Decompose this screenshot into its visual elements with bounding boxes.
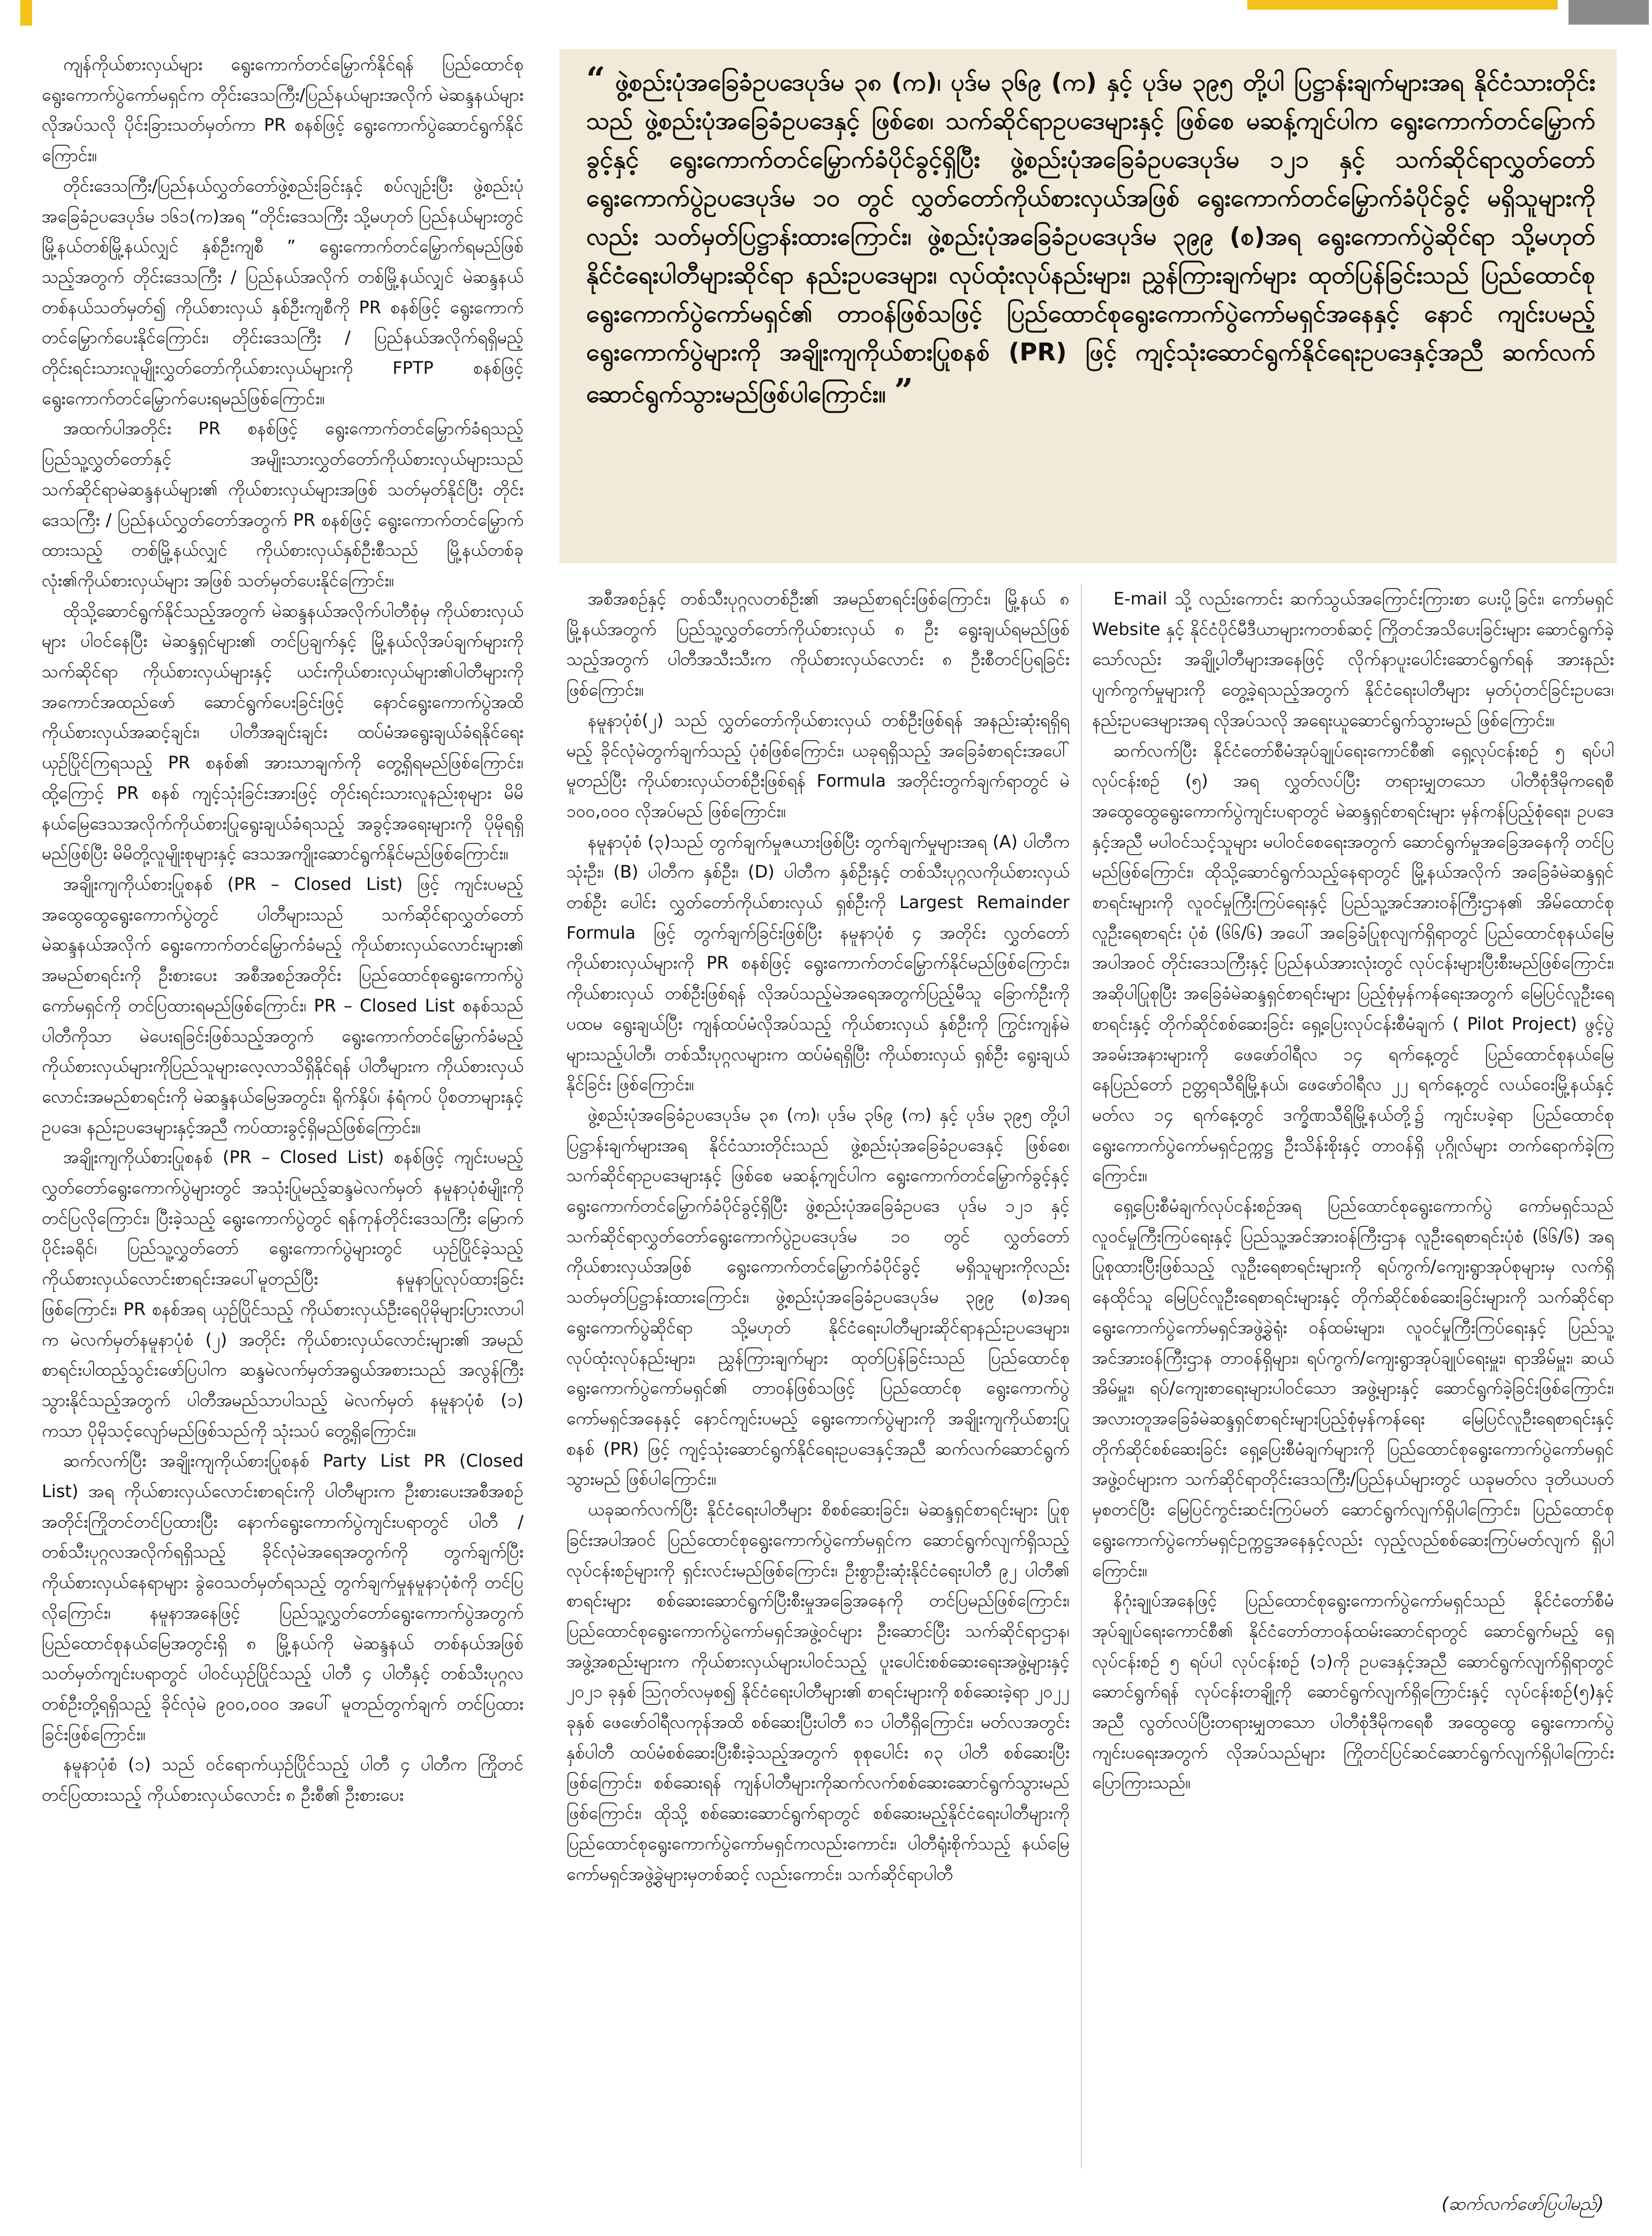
paragraph: ဖွဲ့စည်းပုံအခြေခံဥပဒေပုဒ်မ ၃၈ (က)၊ ပုဒ်မ ၃၆၉ (က) နှင့် ပုဒ်မ ၃၉၅ တို့ပါ ပြဋ္ဌာန်းချက်များအရ နိုင်ငံသားတိုင်းသည် ဖွဲ့စည်းပုံအခြေခံဥပဒေနှင့် ဖြစ်စေ၊ သက်ဆိုင်ရာဥပဒေများနှင့် ဖြစ်စေ မဆန့်ကျင်ပါက ရွေးကောက်တင်မြှောက်ခွင့်နှင့် ရွေးကောက်တင်မြှောက်ခံပိုင်ခွင့်ရှိပြီး ဖွဲ့စည်းပုံအခြေခံဥပဒေ ပုဒ်မ ၁၂၁ နှင့် သက်ဆိုင်ရာလွှတ်တော်ရွေးကောက်ပွဲဥပဒေပုဒ်မ ၁၀ တွင် လွှတ်တော် ကိုယ်စားလှယ်အဖြစ် ရွေးကောက်တင်မြှောက်ခံပိုင်ခွင့် မရှိသူများကိုလည်း သတ်မှတ်ပြဋ္ဌာန်းထားကြောင်း၊ ဖွဲ့စည်းပုံအခြေခံဥပဒေပုဒ်မ ၃၉၉ (စ)အရ ရွေးကောက်ပွဲဆိုင်ရာ သို့မဟုတ် နိုင်ငံရေးပါတီများဆိုင်ရာနည်းဥပဒေများ၊ လုပ်ထုံးလုပ်နည်းများ၊ ညွှန်ကြားချက်များ ထုတ်ပြန်ခြင်းသည် ပြည်ထောင်စုရွေးကောက်ပွဲကော်မရှင်၏ တာဝန်ဖြစ်သဖြင့် ပြည်ထောင်စု ရွေးကောက်ပွဲ ကော်မရှင်အနေနှင့် နောင်ကျင်းပမည့် ရွေးကောက်ပွဲများကို အချိုးကျကိုယ်စားပြုစနစ် (PR) ဖြင့် ကျင့်သုံးဆောင်ရွက်နိုင်ရေးဥပဒေနှင့်အညီ ဆက်လက်ဆောင်ရွက်သွားမည် ဖြစ်ပါကြောင်း။	[566, 1104, 1070, 1490]
paragraph: နမူနာပုံစံ (၃)သည် တွက်ချက်မှုဇယားဖြစ်ပြီး တွက်ချက်မှုများအရ (A) ပါတီက သုံးဦး၊ (B) ပါတီက နှစ်ဦး၊ (D) ပါတီက နှစ်ဦးနှင့် တစ်သီးပုဂ္ဂလကိုယ်စားလှယ် တစ်ဦး ပေါင်း လွှတ်တော်ကိုယ်စားလှယ် ရှစ်ဦးကို Largest Remainder Formula ဖြင့် တွက်ချက်ခြင်းဖြစ်ပြီး နမူနာပုံစံ ၄ အတိုင်း လွှတ်တော်ကိုယ်စားလှယ်များကို PR စနစ်ဖြင့် ရွေးကောက်တင်မြှောက်နိုင်မည်ဖြစ်ကြောင်း၊ ကိုယ်စားလှယ် တစ်ဦးဖြစ်ရန် လိုအပ်သည့်မဲအရေအတွက်ပြည့်မီသူ ခြောက်ဦးကို ပထမ ရွေးချယ်ပြီး ကျန်ထပ်မံလိုအပ်သည့် ကိုယ်စားလှယ် နှစ်ဦးကို ကြွင်းကျန်မဲများသည့်ပါတီ၊ တစ်သီးပုဂ္ဂလများက ထပ်မံရရှိပြီး ကိုယ်စားလှယ် ရှစ်ဦး ရွေးချယ်နိုင်ခြင်း ဖြစ်ကြောင်း။	[566, 831, 1070, 1095]
paragraph: E-mail သို့ လည်းကောင်း ဆက်သွယ်အကြောင်းကြားစာ ပေးပို့ခြင်း၊ ကော်မရှင် Website နှင့် နိုင်ငံပိုင်မီဒီယာများကတစ်ဆင့် ကြိုတင်အသိပေးခြင်းများ ဆောင်ရွက်ခဲ့သော်လည်း အချို့ပါတီများအနေဖြင့် လိုက်နာပူးပေါင်းဆောင်ရွက်ရန် အားနည်းပျက်ကွက်မှုများကို တွေ့ခဲ့ရသည့်အတွက် နိုင်ငံရေးပါတီများ မှတ်ပုံတင်ခြင်းဥပဒေ၊ နည်းဥပဒေများအရ လိုအပ်သလို အရေးယူဆောင်ရွက်သွားမည် ဖြစ်ကြောင်း။	[1092, 588, 1614, 730]
paragraph: အစီအစဉ်နှင့် တစ်သီးပုဂ္ဂလတစ်ဦး၏ အမည်စာရင်းဖြစ်ကြောင်း၊ မြို့နယ် ၈ မြို့နယ်အတွက် ပြည်သူ့လွှတ်တော်ကိုယ်စားလှယ် ၈ ဦး ရွေးချယ်ရမည်ဖြစ်သည့်အတွက် ပါတီအသီးသီးက ကိုယ်စားလှယ်လောင်း ၈ ဦးစီတင်ပြရခြင်းဖြစ်ကြောင်း။	[566, 588, 1070, 700]
pull-quote-box	[559, 49, 1617, 563]
paragraph: အချိုးကျကိုယ်စားပြုစနစ် (PR – Closed List) စနစ်ဖြင့် ကျင်းပမည့် လွှတ်တော်ရွေးကောက်ပွဲများတွင် အသုံးပြုမည့်ဆန္ဒမဲလက်မှတ် နမူနာပုံစံမျိုးကို တင်ပြလိုကြောင်း၊ ပြီးခဲ့သည့် ရွေးကောက်ပွဲတွင် ရန်ကုန်တိုင်းဒေသကြီး မြောက်ပိုင်းခရိုင်၊ ပြည်သူ့လွှတ်တော် ရွေးကောက်ပွဲများတွင် ယှဉ်ပြိုင်ခဲ့သည့် ကိုယ်စားလှယ်လောင်းစာရင်းအပေါ်မူတည်ပြီး နမူနာပြုလုပ်ထားခြင်းဖြစ်ကြောင်း၊ PR စနစ်အရ ယှဉ်ပြိုင်သည့် ကိုယ်စားလှယ်ဦးရေပိုမိုများပြားလာပါက မဲလက်မှတ်နမူနာပုံစံ (၂) အတိုင်း ကိုယ်စားလှယ်လောင်းများ၏ အမည်စာရင်းပါထည့်သွင်းဖော်ပြပါက ဆန္ဒမဲလက်မှတ်အရွယ်အစားသည် အလွန်ကြီးသွားနိုင်သည့်အတွက် ပါတီအမည်သာပါသည့် မဲလက်မှတ် နမူနာပုံစံ (၁) ကသာ ပိုမိုသင့်လျော်မည်ဖြစ်သည်ကို သုံးသပ် တွေ့ရှိကြောင်း။	[42, 1147, 524, 1441]
paragraph: အချိုးကျကိုယ်စားပြုစနစ် (PR – Closed List) ဖြင့် ကျင်းပမည့် အထွေထွေရွေးကောက်ပွဲတွင် ပါတီများသည် သက်ဆိုင်ရာလွှတ်တော် မဲဆန္ဒနယ်အလိုက် ရွေးကောက်တင်မြှောက်ခံမည့် ကိုယ်စားလှယ်လောင်းများ၏ အမည်စာရင်းကို ဦးစားပေး အစီအစဉ်အတိုင်း ပြည်ထောင်စုရွေးကောက်ပွဲကော်မရှင်ကို တင်ပြထားရမည်ဖြစ်ကြောင်း၊ PR – Closed List စနစ်သည် ပါတီကိုသာ မဲပေးရခြင်းဖြစ်သည့်အတွက် ရွေးကောက်တင်မြှောက်ခံမည့် ကိုယ်စားလှယ်များကိုပြည်သူများလေ့လာသိရှိနိုင်ရန် ပါတီများက ကိုယ်စားလှယ်လောင်းအမည်စာရင်းကို မဲဆန္ဒနယ်မြေအတွင်း၊ ရိုက်နှိပ်၊ နံရံကပ် ပိုစတာများနှင့်ဥပဒေ၊ နည်းဥပဒေများနှင့်အညီ ကပ်ထားခွင့်ရှိမည်ဖြစ်ကြောင်း။	[42, 873, 524, 1137]
color-accent-bar-right	[1247, 0, 1558, 10]
paragraph: အထက်ပါအတိုင်း PR စနစ်ဖြင့် ရွေးကောက်တင်မြှောက်ခံရသည့် ပြည်သူ့လွှတ်တော်နှင့် အမျိုးသားလွှတ်တော်ကိုယ်စားလှယ်များသည် သက်ဆိုင်ရာမဲဆန္ဒနယ်များ၏ ကိုယ်စားလှယ်များအဖြစ် သတ်မှတ်နိုင်ပြီး တိုင်းဒေသကြီး / ပြည်နယ်လွှတ်တော်အတွက် PR စနစ်ဖြင့် ရွေးကောက်တင်မြှောက်ထားသည့် တစ်မြို့နယ်လျှင် ကိုယ်စားလှယ်နှစ်ဦးစီသည် မြို့နယ်တစ်ခုလုံး၏ကိုယ်စားလှယ်များ အဖြစ် သတ်မှတ်ပေးနိုင်ကြောင်း။	[42, 418, 524, 591]
paragraph: ထိုသို့ဆောင်ရွက်နိုင်သည့်အတွက် မဲဆန္ဒနယ်အလိုက်ပါတီစုံမှ ကိုယ်စားလှယ်များ ပါဝင်နေပြီး မဲဆန္ဒရှင်များ၏ တင်ပြချက်နှင့် မြို့နယ်လိုအပ်ချက်များကို သက်ဆိုင်ရာ ကိုယ်စားလှယ်များနှင့် ယင်းကိုယ်စားလှယ်များ၏ပါတီများကို အကောင်အထည်ဖော် ဆောင်ရွက်ပေးခြင်းဖြင့် နောင်ရွေးကောက်ပွဲအထိ ကိုယ်စားလှယ်အဆင့်ချင်း၊ ပါတီအချင်းချင်း ထပ်မံအရွေးချယ်ခံရနိုင်ရေး ယှဉ်ပြိုင်ကြရသည့် PR စနစ်၏ အားသာချက်ကို တွေ့ရှိရမည်ဖြစ်ကြောင်း၊ ထို့ကြောင့် PR စနစ် ကျင့်သုံးခြင်းအားဖြင့် တိုင်းရင်းသားလူနည်းစုများ မိမိနယ်မြေဒေသအလိုက်ကိုယ်စားပြုရွေးချယ်ခံရသည့် အခွင့်အရေးများကို ပိုမိုရရှိမည်ဖြစ်ပြီး မိမိတို့လူမျိုးစုများနှင့် ဒေသအကျိုးဆောင်ရွက်နိုင်မည်ဖြစ်ကြောင်း။	[42, 600, 524, 864]
gray-corner-block	[1568, 0, 1649, 25]
paragraph: ဆက်လက်ပြီး အချိုးကျကိုယ်စားပြုစနစ် Party List PR (Closed List) အရ ကိုယ်စားလှယ်လောင်းစာရင်းကို ပါတီများက ဦးစားပေးအစီအစဉ်အတိုင်းကြိုတင်တင်ပြထားပြီး နောက်ရွေးကောက်ပွဲကျင်းပရာတွင် ပါတီ / တစ်သီးပုဂ္ဂလအလိုက်ရရှိသည့် ခိုင်လုံမဲအရေအတွက်ကို တွက်ချက်ပြီး ကိုယ်စားလှယ်နေရာများ ခွဲဝေသတ်မှတ်ရသည့် တွက်ချက်မှုနမူနာပုံစံကို တင်ပြလိုကြောင်း၊ နမူနာအနေဖြင့် ပြည်သူ့လွှတ်တော်ရွေးကောက်ပွဲအတွက် ပြည်ထောင်စုနယ်မြေအတွင်းရှိ ၈ မြို့နယ်ကို မဲဆန္ဒနယ် တစ်နယ်အဖြစ် သတ်မှတ်ကျင်းပရာတွင် ပါဝင်ယှဉ်ပြိုင်သည့် ပါတီ ၄ ပါတီနှင့် တစ်သီးပုဂ္ဂလတစ်ဦးတို့ရရှိသည့် ခိုင်လုံမဲ ၉၀၀,၀၀၀ အပေါ် မူတည်တွက်ချက် တင်ပြထားခြင်းဖြစ်ကြောင်း။	[42, 1451, 524, 1744]
paragraph: ကျန်ကိုယ်စားလှယ်များ ရွေးကောက်တင်မြှောက်နိုင်ရန် ပြည်ထောင်စု ရွေးကောက်ပွဲကော်မရှင်က တိုင်းဒေသကြီး/ပြည်နယ်များအလိုက် မဲဆန္ဒနယ်များလိုအပ်သလို ပိုင်းခြားသတ်မှတ်ကာ PR စနစ်ဖြင့် ရွေးကောက်ပွဲဆောင်ရွက်နိုင်ကြောင်း။	[42, 54, 524, 166]
paragraph: ယခုဆက်လက်ပြီး နိုင်ငံရေးပါတီများ စိစစ်ဆေးခြင်း၊ မဲဆန္ဒရှင်စာရင်းများ ပြုစုခြင်းအပါအဝင် ပြည်ထောင်စုရွေးကောက်ပွဲကော်မရှင်က ဆောင်ရွက်လျက်ရှိသည့် လုပ်ငန်းစဉ်များကို ရှင်းလင်းမည်ဖြစ်ကြောင်း၊ ဦးစွာဦးဆုံးနိုင်ငံရေးပါတီ ၉၂ ပါတီ၏ စာရင်းများ စစ်ဆေးဆောင်ရွက်ပြီးစီးမှုအခြေအနေကို တင်ပြမည်ဖြစ်ကြောင်း၊ ပြည်ထောင်စုရွေးကောက်ပွဲကော်မရှင်အဖွဲ့ဝင်များ ဦးဆောင်ပြီး သက်ဆိုင်ရာဌာန၊ အဖွဲ့အစည်းများက ကိုယ်စားလှယ်များပါဝင်သည့် ပူးပေါင်းစစ်ဆေးရေးအဖွဲ့များနှင့် ၂၀၂၁ ခုနှစ် ဩဂုတ်လမှစ၍ နိုင်ငံရေးပါတီများ၏ စာရင်းများကို စစ်ဆေးခဲ့ရာ ၂၀၂၂ ခုနှစ် ဖေဖော်ဝါရီလကုန်အထိ စစ်ဆေးပြီးပါတီ ၈၁ ပါတီရှိကြောင်း၊ မတ်လအတွင်း နှစ်ပါတီ ထပ်မံစစ်ဆေးပြီးစီးခဲ့သည့်အတွက် စုစုပေါင်း ၈၃ ပါတီ စစ်ဆေးပြီးဖြစ်ကြောင်း၊ စစ်ဆေးရန် ကျန်ပါတီများကိုဆက်လက်စစ်ဆေးဆောင်ရွက်သွားမည်ဖြစ်ကြောင်း၊ ထိုသို့ စစ်ဆေးဆောင်ရွက်ရာတွင် စစ်ဆေးမည့်နိုင်ငံရေးပါတီများကို ပြည်ထောင်စုရွေးကောက်ပွဲကော်မရှင်ကလည်းကောင်း၊ ပါတီရုံးစိုက်သည့် နယ်မြေကော်မရှင်အဖွဲ့ခွဲများမှတစ်ဆင့် လည်းကောင်း၊ သက်ဆိုင်ရာပါတီ	[566, 1499, 1070, 1884]
continued-label: (ဆက်လက်ဖော်ပြပါမည်)	[1441, 2193, 1604, 2214]
quote-open-mark: “	[586, 59, 605, 99]
color-accent-bar-left	[20, 0, 32, 26]
pull-quote-text: ဖွဲ့စည်းပုံအခြေခံဥပဒေပုဒ်မ ၃၈ (က)၊ ပုဒ်မ ၃၆၉ (က) နှင့် ပုဒ်မ ၃၉၅ တို့ပါ ပြဋ္ဌာန်းချက်များအရ နိုင်ငံသားတိုင်းသည် ဖွဲ့စည်းပုံအခြေခံဥပဒေနှင့် ဖြစ်စေ၊ သက်ဆိုင်ရာဥပဒေများနှင့် ဖြစ်စေ မဆန့်ကျင်ပါက ရွေးကောက်တင်မြှောက်ခွင့်နှင့် ရွေးကောက်တင်မြှောက်ခံပိုင်ခွင့်ရှိပြီး ဖွဲ့စည်းပုံအခြေခံဥပဒေပုဒ်မ ၁၂၁ နှင့် သက်ဆိုင်ရာလွှတ်တော်ရွေးကောက်ပွဲဥပဒေပုဒ်မ ၁၀ တွင် လွှတ်တော်ကိုယ်စားလှယ်အဖြစ် ရွေးကောက်တင်မြှောက်ခံပိုင်ခွင့် မရှိသူများကိုလည်း သတ်မှတ်ပြဋ္ဌာန်းထားကြောင်း၊ ဖွဲ့စည်းပုံအခြေခံဥပဒေပုဒ်မ ၃၉၉ (စ)အရ ရွေးကောက်ပွဲဆိုင်ရာ သို့မဟုတ် နိုင်ငံရေးပါတီများဆိုင်ရာ နည်းဥပဒေများ၊ လုပ်ထုံးလုပ်နည်းများ၊ ညွှန်ကြားချက်များ ထုတ်ပြန်ခြင်းသည် ပြည်ထောင်စုရွေးကောက်ပွဲကော်မရှင်၏ တာဝန်ဖြစ်သဖြင့် ပြည်ထောင်စုရွေးကောက်ပွဲကော်မရှင်အနေနှင့် နောင် ကျင်းပမည့် ရွေးကောက်ပွဲများကို အချိုးကျကိုယ်စားပြုစနစ် (PR) ဖြင့် ကျင့်သုံးဆောင်ရွက်နိုင်ရေးဥပဒေနှင့်အညီ ဆက်လက်ဆောင်ရွက်သွားမည်ဖြစ်ပါကြောင်း။	[586, 68, 1595, 408]
paragraph: နမူနာပုံစံ(၂) သည် လွှတ်တော်ကိုယ်စားလှယ် တစ်ဦးဖြစ်ရန် အနည်းဆုံးရရှိရမည့် ခိုင်လုံမဲတွက်ချက်သည့် ပုံစံဖြစ်ကြောင်း၊ ယခုရရှိသည့် အခြေခံစာရင်းအပေါ်မူတည်ပြီး ကိုယ်စားလှယ်တစ်ဦးဖြစ်ရန် Formula အတိုင်းတွက်ချက်ရာတွင် မဲ ၁၀၀,၀၀၀ လိုအပ်မည် ဖြစ်ကြောင်း။	[566, 709, 1070, 821]
article-column-right	[1092, 584, 1614, 2206]
paragraph: ရှေ့ပြေးစီမံချက်လုပ်ငန်းစဉ်အရ ပြည်ထောင်စုရွေးကောက်ပွဲ ကော်မရှင်သည် လူဝင်မှုကြီးကြပ်ရေးနှင့် ပြည်သူ့အင်အားဝန်ကြီးဌာန လူဦးရေစာရင်းပုံစံ (၆၆/၆) အရ ပြုစုထားပြီးဖြစ်သည့် လူဦးရေစာရင်းများကို ရပ်ကွက်/ကျေးရွာအုပ်စုများမှ လက်ရှိ နေထိုင်သူ မြေပြင်လူဦးရေစာရင်းများနှင့် တိုက်ဆိုင်စစ်ဆေးခြင်းများကို သက်ဆိုင်ရာရွေးကောက်ပွဲကော်မရှင်အဖွဲ့ခွဲရုံး ဝန်ထမ်းများ၊ လူဝင်မှုကြီးကြပ်ရေးနှင့် ပြည်သူ့အင်အားဝန်ကြီးဌာန တာဝန်ရှိများ၊ ရပ်ကွက်/ကျေးရွာအုပ်ချုပ်ရေးမှူး၊ ရာအိမ်မှူး၊ ဆယ်အိမ်မှူး၊ ရပ်/ကျေးစာရေးများပါဝင်သော အဖွဲ့များနှင့် ဆောင်ရွက်ခဲ့ခြင်းဖြစ်ကြောင်း၊ အလားတူအခြေခံမဲဆန္ဒရှင်စာရင်းများပြည့်စုံမှန်ကန်ရေး မြေပြင်လူဦးရေစာရင်းနှင့် တိုက်ဆိုင်စစ်ဆေးခြင်း ရှေ့ပြေးစီမံချက်များကို ပြည်ထောင်စုရွေးကောက်ပွဲကော်မရှင်အဖွဲ့ဝင်များက သက်ဆိုင်ရာတိုင်းဒေသကြီး/ပြည်နယ်များတွင် ယခုမတ်လ ဒုတိယပတ်မှစတင်ပြီး မြေပြင်ကွင်းဆင်းကြပ်မတ် ဆောင်ရွက်လျက်ရှိပါကြောင်း၊ ပြည်ထောင်စုရွေးကောက်ပွဲကော်မရှင်ဥက္ကဋ္ဌအနေနှင့်လည်း လှည့်လည်စစ်ဆေးကြပ်မတ်လျက် ရှိပါကြောင်း။	[1092, 1196, 1614, 1581]
article-column-left	[42, 49, 524, 2180]
paragraph: နိဂုံးချုပ်အနေဖြင့် ပြည်ထောင်စုရွေးကောက်ပွဲကော်မရှင်သည် နိုင်ငံတော်စီမံအုပ်ချုပ်ရေးကောင်စီ၏ နိုင်ငံတော်တာဝန်ထမ်းဆောင်ရာတွင် ဆောင်ရွက်မည့် ရှေ့ လုပ်ငန်းစဉ် ၅ ရပ်ပါ လုပ်ငန်းစဉ် (၁)ကို ဥပဒေနှင့်အညီ ဆောင်ရွက်လျက်ရှိရာတွင် ဆောင်ရွက်ရန် လုပ်ငန်းတချို့ကို ဆောင်ရွက်လျက်ရှိကြောင်းနှင့် လုပ်ငန်းစဉ်(၅)နှင့်အညီ လွတ်လပ်ပြီးတရားမျှတသော ပါတီစုံဒီမိုကရေစီ အထွေထွေ ရွေးကောက်ပွဲကျင်းပရေးအတွက် လိုအပ်သည်များ ကြိုတင်ပြင်ဆင်ဆောင်ရွက်လျက်ရှိပါကြောင်း ပြောကြားသည်။	[1092, 1590, 1614, 1793]
article-column-middle	[566, 584, 1070, 2185]
paragraph: ဆက်လက်ပြီး နိုင်ငံတော်စီမံအုပ်ချုပ်ရေးကောင်စီ၏ ရှေ့လုပ်ငန်းစဉ် ၅ ရပ်ပါ လုပ်ငန်းစဉ် (၅) အရ လွှတ်လပ်ပြီး တရားမျှတသော ပါတီစုံဒီမိုကရေစီအထွေထွေရွေးကောက်ပွဲကျင်းပရာတွင် မဲဆန္ဒရှင်စာရင်းများ မှန်ကန်ပြည့်စုံရေး၊ ဥပဒေနှင့်အညီ မပါဝင်သင့်သူများ မပါဝင်စေရေးအတွက် ဆောင်ရွက်မှုအခြေအနေကို တင်ပြမည်ဖြစ်ကြောင်း၊ ထိုသို့ဆောင်ရွက်သည့်နေရာတွင် မြို့နယ်အလိုက် အခြေခံမဲဆန္ဒရှင် စာရင်းများကို လူဝင်မှုကြီးကြပ်ရေးနှင့် ပြည်သူ့အင်အားဝန်ကြီးဌာန၏ အိမ်ထောင်စုလူဦးရေစာရင်း ပုံစံ (၆၆/၆) အပေါ် အခြေခံပြုစုလျက်ရှိရာတွင် ပြည်ထောင်စုနယ်မြေအပါအဝင် တိုင်းဒေသကြီးနှင့် ပြည်နယ်အားလုံးတွင် လုပ်ငန်းများပြီးစီးမည်ဖြစ်ကြောင်း၊ အဆိုပါပြုစုပြီး အခြေခံမဲဆန္ဒရှင်စာရင်းများ ပြည့်စုံမှန်ကန်ရေးအတွက် မြေပြင်လူဦးရေစာရင်းနှင့် တိုက်ဆိုင်စစ်ဆေးခြင်း ရှေ့ပြေးလုပ်ငန်းစီမံချက် ( Pilot Project) ဖွင့်ပွဲအခမ်းအနားများကို ဖေဖော်ဝါရီလ ၁၄ ရက်နေ့တွင် ပြည်ထောင်စုနယ်မြေ နေပြည်တော် ဥတ္တရသီရိမြို့နယ်၊ ဖေဖော်ဝါရီလ ၂၂ ရက်နေ့တွင် လယ်ဝေးမြို့နယ်နှင့် မတ်လ ၁၄ ရက်နေ့တွင် ဒက္ခိဏသီရိမြို့နယ်တို့၌ ကျင်းပခဲ့ရာ ပြည်ထောင်စုရွေးကောက်ပွဲကော်မရှင်ဥက္ကဋ္ဌ ဦးသိန်းစိုးနှင့် တာဝန်ရှိ ပုဂ္ဂိုလ်များ တက်ရောက်ခဲ့ကြကြောင်း။	[1092, 740, 1614, 1186]
paragraph: တိုင်းဒေသကြီး/ပြည်နယ်လွှတ်တော်ဖွဲ့စည်းခြင်းနှင့် စပ်လျဉ်းပြီး ဖွဲ့စည်းပုံအခြေခံဥပဒေပုဒ်မ ၁၆၁(က)အရ “တိုင်းဒေသကြီး သို့မဟုတ် ပြည်နယ်များတွင် မြို့နယ်တစ်မြို့နယ်လျှင် နှစ်ဦးကျစီ ” ရွေးကောက်တင်မြှောက်ရမည်ဖြစ်သည့်အတွက် တိုင်းဒေသကြီး / ပြည်နယ်အလိုက် တစ်မြို့နယ်လျှင် မဲဆန္ဒနယ်တစ်နယ်သတ်မှတ်၍ ကိုယ်စားလှယ် နှစ်ဦးကျစီကို PR စနစ်ဖြင့် ရွေးကောက်တင်မြှောက်ပေးနိုင်ကြောင်း၊ တိုင်းဒေသကြီး / ပြည်နယ်အလိုက်ရရှိမည့် တိုင်းရင်းသားလူမျိုးလွှတ်တော်ကိုယ်စားလှယ်များကို FPTP စနစ်ဖြင့် ရွေးကောက်တင်မြှောက်ပေးရမည်ဖြစ်ကြောင်း။	[42, 175, 524, 409]
quote-close-mark: ”	[894, 371, 913, 410]
paragraph: နမူနာပုံစံ (၁) သည် ဝင်ရောက်ယှဉ်ပြိုင်သည့် ပါတီ ၄ ပါတီက ကြိုတင်တင်ပြထားသည့် ကိုယ်စားလှယ်လောင်း ၈ ဦးစီ၏ ဦးစားပေး	[42, 1754, 524, 1806]
column-divider	[1081, 584, 1082, 2169]
